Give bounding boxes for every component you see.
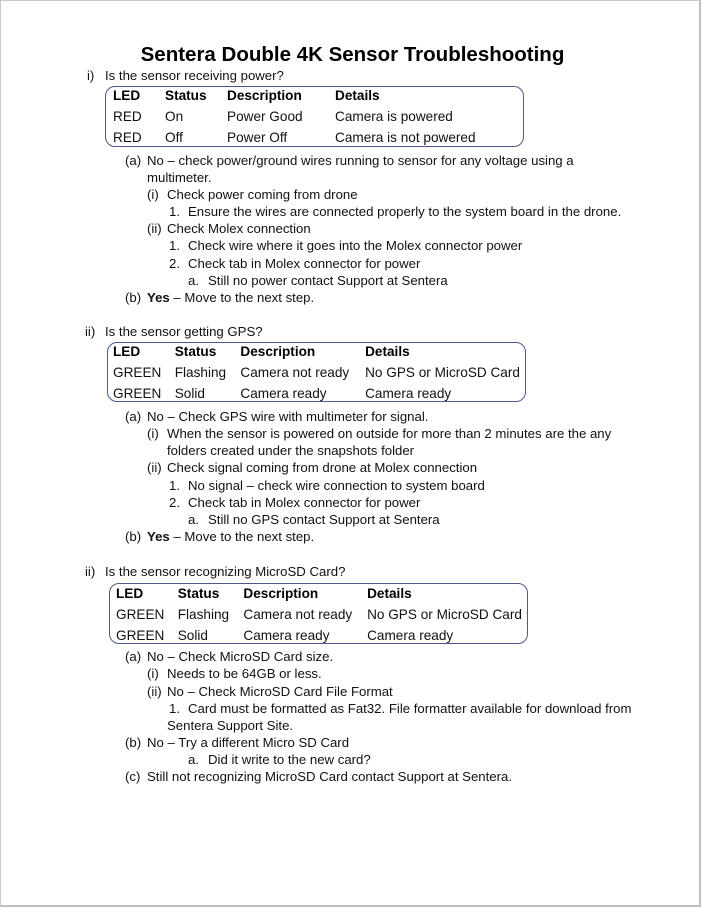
table-row — [113, 107, 515, 128]
step-text: Still not recognizing MicroSD Card contact Support at Sentera. — [147, 769, 513, 784]
cell-led: GREEN — [113, 365, 162, 381]
header-details: Details — [335, 88, 380, 104]
cell-details: No GPS or MicroSD Card — [367, 607, 522, 623]
cell-details: Camera ready — [367, 627, 454, 643]
step-marker: 1. — [169, 701, 180, 716]
section-marker: ii) — [85, 324, 96, 339]
step-marker: (b) — [125, 735, 142, 750]
step-text: No signal – check wire connection to system board — [188, 478, 485, 493]
step-marker: (i) — [147, 666, 159, 681]
cell-status: Flashing — [177, 607, 230, 623]
step-marker: (a) — [125, 409, 142, 424]
step-marker: a. — [188, 512, 199, 527]
header-description: Description — [243, 586, 319, 602]
cell-details: Camera is powered — [335, 109, 453, 125]
step-text — [147, 152, 574, 169]
cell-description: Power Off — [227, 129, 288, 145]
header-led: LED — [113, 344, 141, 360]
step-marker: (ii) — [147, 460, 162, 475]
step-marker: (ii) — [147, 221, 162, 236]
table-header-row — [113, 342, 525, 363]
cell-status: Off — [165, 129, 183, 145]
section-question: Is the sensor getting GPS? — [105, 324, 263, 339]
step-text-continued: folders created under the snapshots folder — [167, 443, 415, 458]
step-marker: (i) — [147, 426, 159, 441]
step-marker: (a) — [125, 649, 142, 664]
step-marker: 1. — [169, 478, 180, 493]
section-marker: ii) — [85, 564, 96, 579]
led-table-microsd — [109, 583, 528, 644]
header-details: Details — [367, 586, 412, 602]
step-lead: No — [147, 409, 164, 424]
cell-led: RED — [113, 129, 142, 145]
step-body: – Move to the next step. — [169, 529, 315, 544]
led-table-gps — [107, 342, 526, 402]
header-led: LED — [116, 586, 144, 602]
step-text-continued: Sentera Support Site. — [167, 718, 294, 733]
step-text: Ensure the wires are connected properly to the system board in the drone. — [188, 204, 622, 219]
cell-description: Camera ready — [240, 385, 327, 401]
led-table-power — [105, 86, 524, 147]
cell-led: GREEN — [113, 385, 162, 401]
document-title: Sentera Double 4K Sensor Troubleshooting — [140, 43, 565, 66]
step-text: Check tab in Molex connector for power — [188, 495, 421, 510]
step-marker: (c) — [125, 769, 141, 784]
step-marker: (b) — [125, 529, 142, 544]
step-marker: 2. — [169, 495, 180, 510]
step-text: No – Check MicroSD Card File Format — [167, 684, 393, 699]
section-marker: i) — [87, 68, 95, 83]
cell-details: No GPS or MicroSD Card — [365, 365, 520, 381]
header-status: Status — [165, 88, 207, 104]
step-marker: 2. — [169, 256, 180, 271]
table-row — [113, 127, 515, 147]
cell-description: Power Good — [227, 109, 303, 125]
step-text — [147, 289, 314, 306]
cell-led: RED — [113, 109, 142, 125]
cell-description: Camera ready — [243, 627, 330, 643]
header-led: LED — [113, 88, 141, 104]
table-header-row — [116, 584, 527, 605]
step-text: Check signal coming from drone at Molex connection — [167, 460, 478, 475]
step-text: Needs to be 64GB or less. — [167, 666, 322, 681]
cell-details: Camera ready — [365, 385, 452, 401]
cell-status: Solid — [174, 385, 205, 401]
step-marker: a. — [188, 752, 199, 767]
cell-status: On — [165, 109, 184, 125]
step-body: – check power/ground wires running to sensor for any voltage using a — [163, 153, 574, 168]
header-status: Status — [177, 586, 220, 602]
cell-details: Camera is not powered — [335, 129, 476, 145]
step-marker: (b) — [125, 290, 142, 305]
step-text-continued: multimeter. — [147, 170, 212, 185]
step-lead: Yes — [147, 290, 170, 305]
cell-status: Solid — [177, 627, 208, 643]
step-lead: No — [147, 153, 164, 168]
step-text: Check wire where it goes into the Molex connector power — [188, 238, 523, 253]
step-text: Check Molex connection — [167, 221, 311, 236]
cell-led: GREEN — [116, 607, 165, 623]
step-text — [147, 528, 314, 545]
cell-description: Camera not ready — [240, 365, 350, 381]
step-text: Card must be formatted as Fat32. File formatter available for download from — [188, 701, 632, 716]
table-row — [113, 383, 525, 402]
table-row — [116, 625, 527, 644]
step-marker: (ii) — [147, 684, 162, 699]
table-row — [116, 605, 527, 626]
step-body: – Move to the next step. — [169, 290, 315, 305]
step-marker: (i) — [147, 187, 159, 202]
table-header-row — [113, 86, 515, 107]
step-text: No – Check MicroSD Card size. — [147, 649, 334, 664]
step-text: No – Try a different Micro SD Card — [147, 735, 350, 750]
step-text: Still no power contact Support at Sentera — [208, 273, 448, 288]
step-text: Check tab in Molex connector for power — [188, 256, 421, 271]
header-description: Description — [240, 344, 316, 360]
section-question: Is the sensor receiving power? — [105, 68, 284, 83]
step-text: When the sensor is powered on outside for more than 2 minutes are the any — [167, 426, 612, 441]
header-status: Status — [174, 344, 217, 360]
step-body: – Check GPS wire with multimeter for signal. — [163, 409, 429, 424]
step-lead: Yes — [147, 529, 170, 544]
step-text: Still no GPS contact Support at Sentera — [208, 512, 440, 527]
table-row — [113, 363, 525, 384]
header-details: Details — [365, 344, 410, 360]
step-marker: 1. — [169, 238, 180, 253]
step-marker: 1. — [169, 204, 180, 219]
step-text — [147, 408, 428, 425]
step-text: Check power coming from drone — [167, 187, 358, 202]
cell-description: Camera not ready — [243, 607, 353, 623]
cell-led: GREEN — [116, 627, 165, 643]
cell-status: Flashing — [174, 365, 227, 381]
step-marker: a. — [188, 273, 199, 288]
section-question: Is the sensor recognizing MicroSD Card? — [105, 564, 346, 579]
step-marker: (a) — [125, 153, 142, 168]
step-text: Did it write to the new card? — [208, 752, 371, 767]
header-description: Description — [227, 88, 302, 104]
